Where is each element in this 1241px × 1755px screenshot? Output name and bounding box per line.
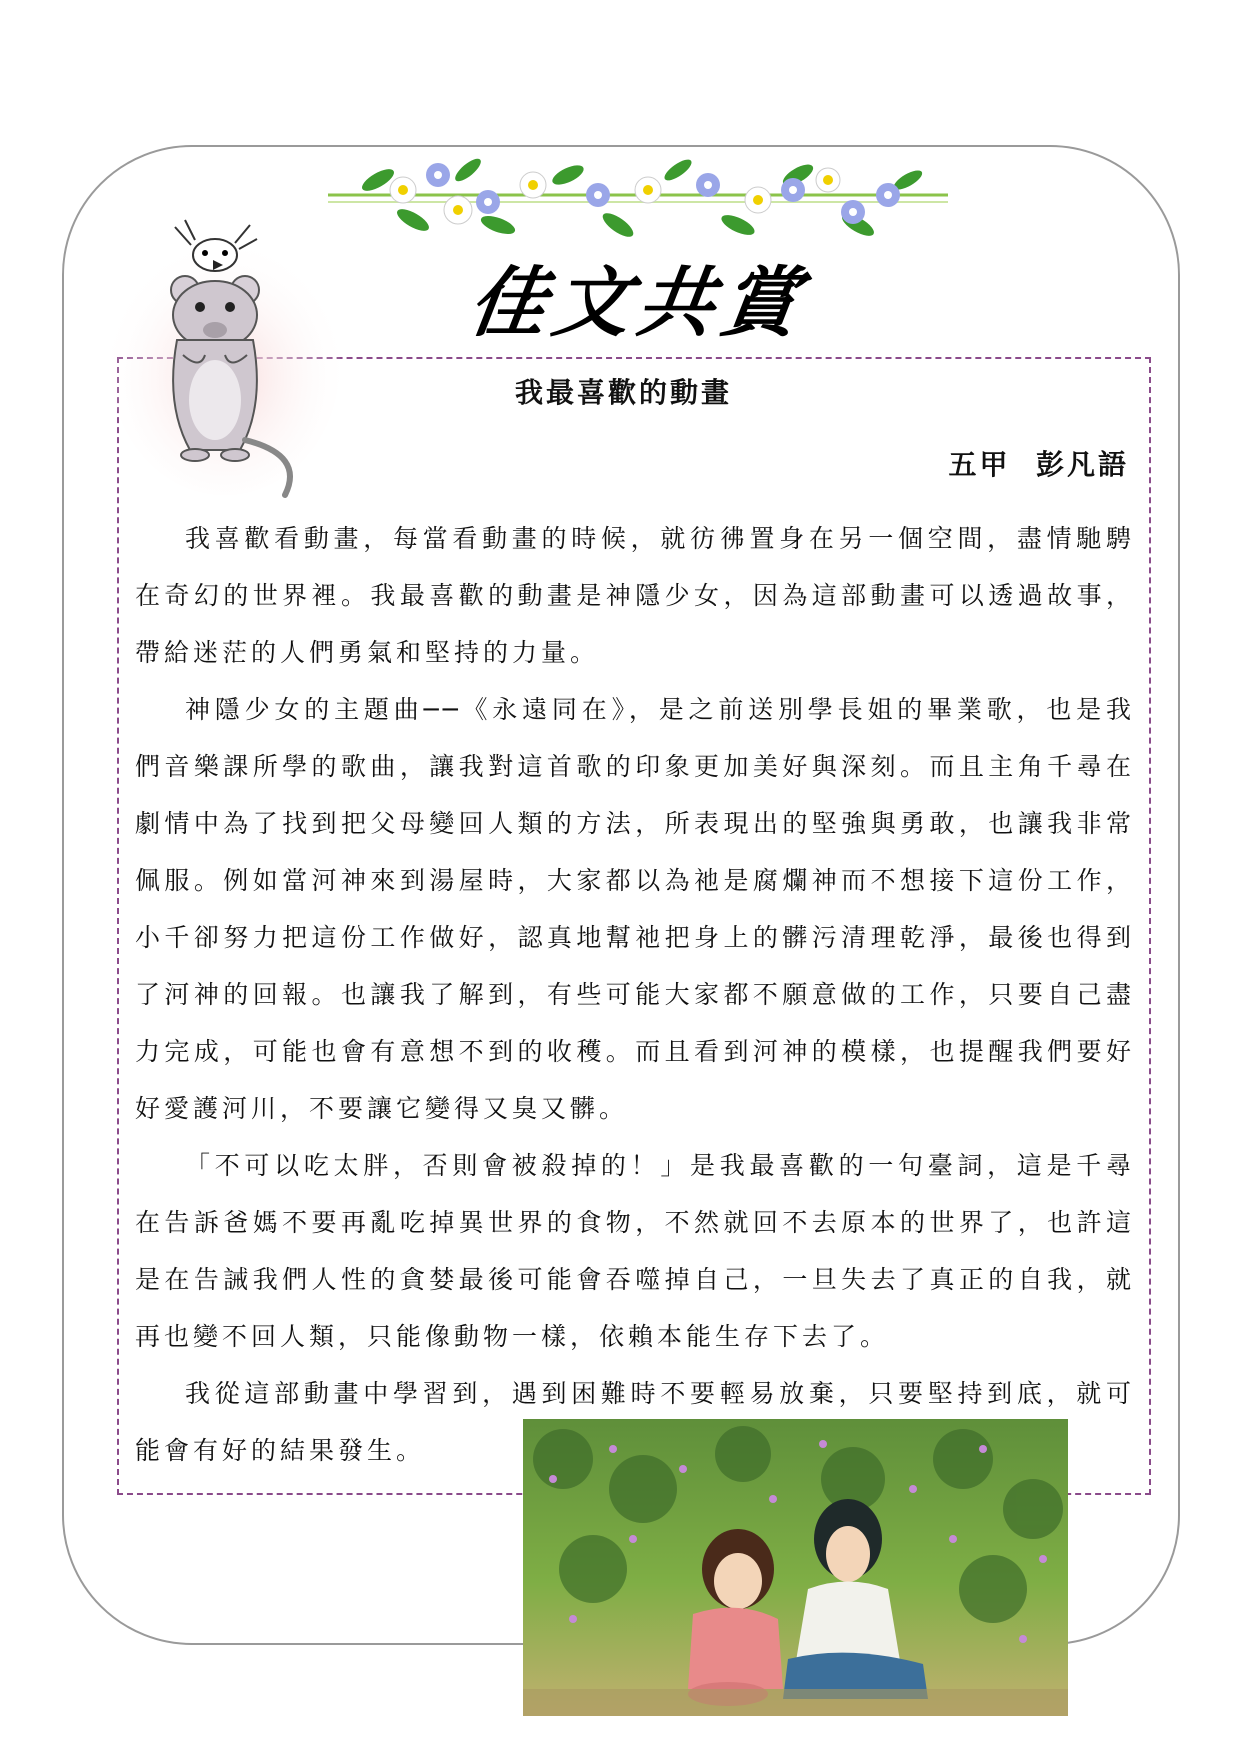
paragraph: 我喜歡看動畫，每當看動畫的時候，就彷彿置身在另一個空間，盡情馳騁在奇幻的世界裡。我最喜歡的動畫是神隱少女，因為這部動畫可以透過故事，帶給迷茫的人們勇氣和堅持的力量。 [135,524,1135,667]
paragraph: 「不可以吃太胖，否則會被殺掉的！」是我最喜歡的一句臺詞，這是千尋在告訴爸媽不要再亂吃掉異世界的食物，不然就回不去原本的世界了，也許這是在告誡我們人性的貪婪最後可能會吞噬掉自己，一旦失去了真正的自我，就再也變不回人類，只能像動物一樣，依賴本能生存下去了。 [135,1151,1135,1351]
article-body [135,510,1135,1479]
anime-scene-photo [523,1419,1068,1716]
author-byline: 五甲 彭凡語 [948,448,1129,481]
paragraph: 我從這部動畫中學習到，遇到困難時不要輕易放棄，只要堅持到底，就可能會有好的結果發生。 [135,1379,1135,1465]
paragraph: 神隱少女的主題曲──《永遠同在》，是之前送別學長姐的畢業歌，也是我們音樂課所學的歌曲，讓我對這首歌的印象更加美好與深刻。而且主角千尋在劇情中為了找到把父母變回人類的方法，所表現出的堅強與勇敢，也讓我非常佩服。例如當河神來到湯屋時，大家都以為祂是腐爛神而不想接下這份工作，小千卻努力把這份工作做好，認真地幫祂把身上的髒污清理乾淨，最後也得到了河神的回報。也讓我了解到，有些可能大家都不願意做的工作，只要自己盡力完成，可能也會有意想不到的收穫。而且看到河神的模樣，也提醒我們要好好愛護河川，不要讓它變得又臭又髒。 [135,695,1135,1123]
page-title: 佳文共賞 [463,258,813,347]
flower-vine-banner-icon [318,140,958,260]
mouse-and-bird-icon [105,205,345,505]
article-title: 我最喜歡的動畫 [515,376,733,409]
